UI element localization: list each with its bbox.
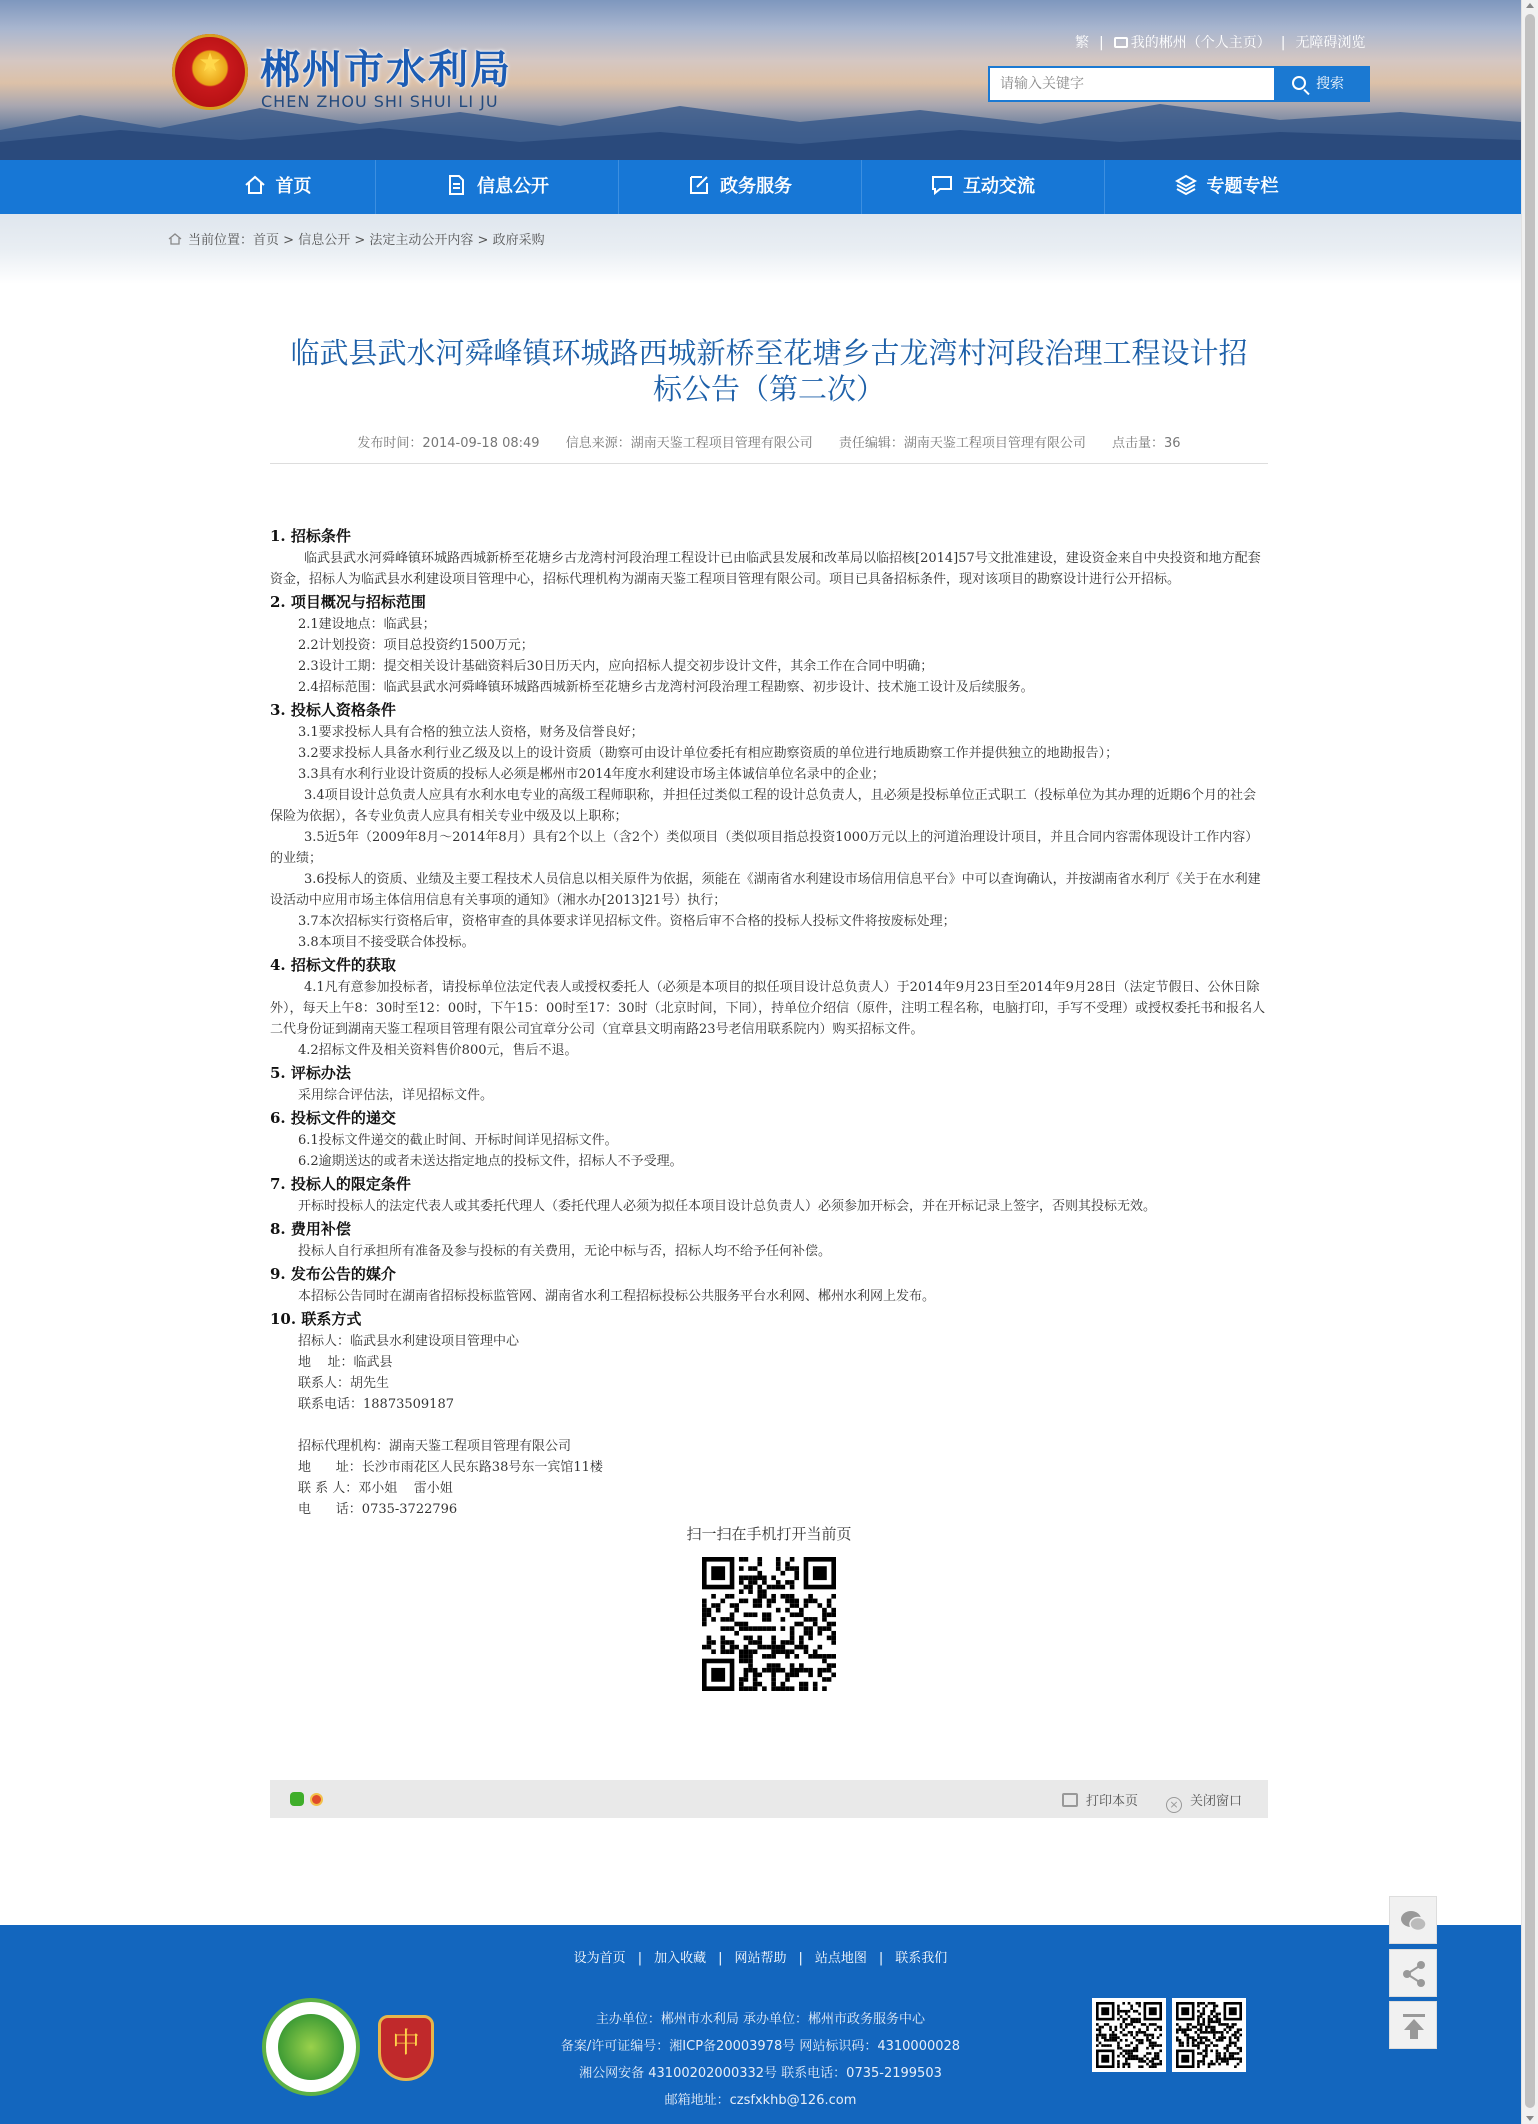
nav-item-special-topics[interactable]: 专题专栏 bbox=[1105, 160, 1348, 214]
search-button[interactable]: 搜索 bbox=[1274, 66, 1370, 102]
monitor-icon bbox=[1114, 37, 1128, 48]
breadcrumb-info-disclosure[interactable]: 信息公开 bbox=[298, 233, 351, 248]
breadcrumb-band bbox=[0, 214, 1521, 284]
nav-item-gov-services[interactable]: 政务服务 bbox=[619, 160, 862, 214]
breadcrumb-separator: > bbox=[350, 233, 370, 248]
contact-line: 联 系 人：邓小姐 雷小姐 bbox=[298, 1481, 453, 1496]
qr-caption: 扫一扫在手机打开当前页 bbox=[686, 1525, 852, 1543]
section-heading: 5. 评标办法 bbox=[270, 1064, 351, 1082]
my-chenzhou-link[interactable]: 我的郴州（个人主页） bbox=[1114, 35, 1271, 51]
document-icon bbox=[445, 174, 467, 196]
list-item: 4.2招标文件及相关资料售价800元，售后不退。 bbox=[298, 1043, 578, 1058]
party-gov-badge-logo[interactable]: 中 bbox=[378, 2015, 434, 2081]
article-meta bbox=[270, 432, 1268, 451]
close-window-button[interactable]: × 关闭窗口 bbox=[1166, 1790, 1242, 1813]
list-item: 6.2逾期送达的或者未送达指定地点的投标文件，招标人不予受理。 bbox=[298, 1154, 683, 1169]
scroll-thumb[interactable] bbox=[1525, 14, 1535, 2108]
print-button[interactable]: 打印本页 bbox=[1062, 1790, 1138, 1809]
arrow-up-icon bbox=[1390, 2002, 1438, 2050]
contact-line: 地 址：临武县 bbox=[298, 1355, 393, 1370]
wechat-icon bbox=[1390, 1897, 1438, 1945]
list-item: 2.2计划投资：项目总投资约1500万元； bbox=[298, 638, 534, 653]
contact-line: 电 话：0735-3722796 bbox=[298, 1502, 458, 1517]
main-nav bbox=[0, 160, 1521, 214]
contact-line: 招标人：临武县水利建设项目管理中心 bbox=[298, 1334, 520, 1349]
list-item: 4.1凡有意参加投标者，请投标单位法定代表人或授权委托人（必须是本项目的拟任项目设计总负责人）于2014年9月23日至2014年9月28日（法定节假日、公休日除外），每天上午8：30时至12：00时，下午15：00时至17：30时（北京时间，下同），持单位介绍信（原件，注明工程名称，电脑打印，手写不受理）或授权委托书和报名人二代身份证到湖南天鉴工程项目管理有限公司宜章分公司（宜章县文明南路23号老信用联系院内）购买招标文件。 bbox=[270, 980, 1266, 1037]
contact-line: 招标代理机构：湖南天鉴工程项目管理有限公司 bbox=[298, 1439, 572, 1454]
section-heading: 8. 费用补偿 bbox=[270, 1220, 351, 1238]
publish-time: 发布时间：2014-09-18 08:49 bbox=[357, 436, 540, 451]
footer-links bbox=[0, 1947, 1521, 1966]
footer-sponsor: 主办单位：郴州市水利局 承办单位：郴州市政务服务中心 bbox=[595, 2012, 926, 2027]
list-item: 3.3具有水利行业设计资质的投标人必须是郴州市2014年度水利建设市场主体诚信单位名录中的企业； bbox=[298, 767, 885, 782]
list-item: 3.2要求投标人具备水利行业乙级及以上的设计资质（勘察可由设计单位委托有相应勘察资质的单位进行地质勘察工作并提供独立的地勘报告）； bbox=[298, 746, 1119, 761]
home-icon bbox=[168, 233, 182, 245]
contact-line: 地 址：长沙市雨花区人民东路38号东一宾馆11楼 bbox=[298, 1460, 603, 1475]
paragraph: 采用综合评估法，详见招标文件。 bbox=[298, 1088, 494, 1103]
accessibility-link[interactable]: 无障碍浏览 bbox=[1295, 35, 1366, 51]
search-input[interactable]: 请输入关键字 bbox=[988, 66, 1274, 102]
list-item: 3.7本次招标实行资格后审，资格审查的具体要求详见招标文件。资格后审不合格的投标人投标文件将按废标处理； bbox=[298, 914, 956, 929]
section-heading: 7. 投标人的限定条件 bbox=[270, 1175, 411, 1193]
breadcrumb-separator: > bbox=[279, 233, 299, 248]
site-footer bbox=[0, 1925, 1521, 2124]
article-body bbox=[270, 524, 1268, 1691]
list-item: 3.5近5年（2009年8月～2014年8月）具有2个以上（含2个）类似项目（类似项目指总投资1000万元以上的河道治理设计项目，并且合同内容需体现设计工作内容）的业绩； bbox=[270, 830, 1259, 866]
share-icon bbox=[1390, 1950, 1438, 1998]
layers-icon bbox=[1175, 174, 1197, 196]
contact-us-link[interactable]: 联系我们 bbox=[895, 1951, 948, 1966]
separator: | bbox=[878, 1951, 884, 1966]
footer-police-record: 湘公网安备 43100202000332号 联系电话：0735-2199503 bbox=[579, 2066, 942, 2081]
section-heading: 9. 发布公告的媒介 bbox=[270, 1265, 396, 1283]
close-icon: × bbox=[1166, 1797, 1182, 1813]
breadcrumb-label: 当前位置： bbox=[188, 233, 254, 248]
article-title bbox=[270, 335, 1268, 407]
paragraph: 临武县武水河舜峰镇环城路西城新桥至花塘乡古龙湾村河段治理工程设计已由临武县发展和改革局以临招核[2014]57号文批准建设，建设资金来自中央投资和地方配套资金，招标人为临武县水利建设项目管理中心，招标代理机构为湖南天鉴工程项目管理有限公司。项目已具备招标条件，现对该项目的勘察设计进行公开招标。 bbox=[270, 551, 1261, 587]
breadcrumb bbox=[168, 229, 545, 248]
wechat-float-button[interactable] bbox=[1389, 1896, 1437, 1944]
nav-item-interaction[interactable]: 互动交流 bbox=[862, 160, 1105, 214]
site-help-link[interactable]: 网站帮助 bbox=[734, 1951, 787, 1966]
footer-qr-code-1 bbox=[1092, 1998, 1166, 2072]
separator: | bbox=[1099, 35, 1104, 51]
search-icon bbox=[1292, 76, 1306, 90]
breadcrumb-procurement[interactable]: 政府采购 bbox=[492, 233, 545, 248]
add-favorite-link[interactable]: 加入收藏 bbox=[654, 1951, 707, 1966]
section-heading: 6. 投标文件的递交 bbox=[270, 1109, 396, 1127]
home-icon bbox=[244, 174, 266, 196]
site-subtitle: CHEN ZHOU SHI SHUI LI JU bbox=[261, 92, 499, 111]
site-map-link[interactable]: 站点地图 bbox=[814, 1951, 867, 1966]
list-item: 2.1建设地点：临武县； bbox=[298, 617, 436, 632]
chat-icon bbox=[931, 174, 953, 196]
section-heading: 1. 招标条件 bbox=[270, 527, 351, 545]
list-item: 2.3设计工期：提交相关设计基础资料后30日历天内，应向招标人提交初步设计文件，其余工作在合同中明确； bbox=[298, 659, 934, 674]
national-emblem-icon: ★ bbox=[172, 34, 248, 110]
footer-icp: 备案/许可证编号：湘ICP备20003978号 网站标识码：4310000028 bbox=[560, 2039, 961, 2054]
list-item: 3.4项目设计总负责人应具有水利水电专业的高级工程师职称，并担任过类似工程的设计总负责人，且必须是投标单位正式职工（投标单位为其办理的近期6个月的社会保险为依据），各专业负责人应具有相关专业中级及以上职称； bbox=[270, 788, 1256, 824]
separator: | bbox=[798, 1951, 803, 1966]
nav-item-info-disclosure[interactable]: 信息公开 bbox=[376, 160, 619, 214]
separator: | bbox=[637, 1951, 643, 1966]
traditional-chinese-link[interactable]: 繁 bbox=[1075, 35, 1089, 51]
page-qr-code bbox=[702, 1557, 836, 1691]
section-heading: 10. 联系方式 bbox=[270, 1310, 362, 1328]
wechat-share-icon[interactable] bbox=[290, 1792, 304, 1806]
info-source: 信息来源：湖南天鉴工程项目管理有限公司 bbox=[565, 436, 813, 451]
footer-email: 邮箱地址：czsfxkhb@126.com bbox=[664, 2093, 857, 2108]
list-item: 6.1投标文件递交的截止时间、开标时间详见招标文件。 bbox=[298, 1133, 618, 1148]
share-bar bbox=[270, 1780, 1268, 1818]
blank-line bbox=[270, 1415, 1268, 1436]
list-item: 3.8本项目不接受联合体投标。 bbox=[298, 935, 475, 950]
separator: | bbox=[1280, 35, 1286, 51]
list-item: 2.4招标范围：临武县武水河舜峰镇环城路西城新桥至花塘乡古龙湾村河段治理工程勘察、初步设计、技术施工设计及后续服务。 bbox=[298, 680, 1034, 695]
paragraph: 开标时投标人的法定代表人或其委托代理人（委托代理人必须为拟任本项目设计总负责人）必须参加开标会，并在开标记录上签字，否则其投标无效。 bbox=[298, 1199, 1157, 1214]
list-item: 3.1要求投标人具有合格的独立法人资格，财务及信誉良好； bbox=[298, 725, 644, 740]
editor: 责任编辑：湖南天鉴工程项目管理有限公司 bbox=[838, 436, 1086, 451]
nav-item-home[interactable]: 首页 bbox=[180, 160, 376, 214]
divider bbox=[270, 463, 1268, 464]
site-header bbox=[0, 0, 1521, 160]
set-homepage-link[interactable]: 设为首页 bbox=[573, 1951, 626, 1966]
weibo-share-icon[interactable] bbox=[310, 1793, 323, 1806]
section-heading: 4. 招标文件的获取 bbox=[270, 956, 396, 974]
vertical-scrollbar[interactable] bbox=[1521, 0, 1538, 2124]
scroll-down-arrow[interactable] bbox=[1526, 2116, 1534, 2121]
breadcrumb-separator: > bbox=[473, 233, 493, 248]
site-title[interactable]: 郴州市水利局 bbox=[260, 47, 512, 93]
section-heading: 2. 项目概况与招标范围 bbox=[270, 593, 426, 611]
separator: | bbox=[718, 1951, 723, 1966]
breadcrumb-home[interactable]: 首页 bbox=[253, 233, 280, 248]
printer-icon bbox=[1062, 1793, 1078, 1807]
top-links bbox=[1070, 32, 1370, 52]
section-heading: 3. 投标人资格条件 bbox=[270, 701, 396, 719]
footer-qr-code-2 bbox=[1172, 1998, 1246, 2072]
paragraph: 投标人自行承担所有准备及参与投标的有关费用，无论中标与否，招标人均不给予任何补偿。 bbox=[298, 1244, 832, 1259]
paragraph: 本招标公告同时在湖南省招标投标监管网、湖南省水利工程招标投标公共服务平台水利网、郴州水利网上发布。 bbox=[298, 1289, 936, 1304]
list-item: 3.6投标人的资质、业绩及主要工程技术人员信息以相关原件为依据，须能在《湖南省水利建设市场信用信息平台》中可以查询确认，并按湖南省水利厅《关于在水利建设活动中应用市场主体信用信息有关事项的通知》（湘水办[2013]21号）执行； bbox=[270, 872, 1261, 908]
back-to-top-button[interactable] bbox=[1389, 2001, 1437, 2049]
article-title-line2: 标公告（第二次） bbox=[652, 372, 885, 406]
edit-icon bbox=[688, 174, 710, 196]
hit-count: 点击量：36 bbox=[1112, 436, 1181, 451]
breadcrumb-statutory[interactable]: 法定主动公开内容 bbox=[369, 233, 474, 248]
contact-line: 联系人：胡先生 bbox=[298, 1376, 390, 1391]
contact-line: 联系电话：18873509187 bbox=[298, 1397, 454, 1412]
scroll-up-arrow[interactable] bbox=[1526, 3, 1534, 8]
article-title-line1: 临武县武水河舜峰镇环城路西城新桥至花塘乡古龙湾村河段治理工程设计招 bbox=[290, 336, 1248, 370]
share-float-button[interactable] bbox=[1389, 1949, 1437, 1997]
